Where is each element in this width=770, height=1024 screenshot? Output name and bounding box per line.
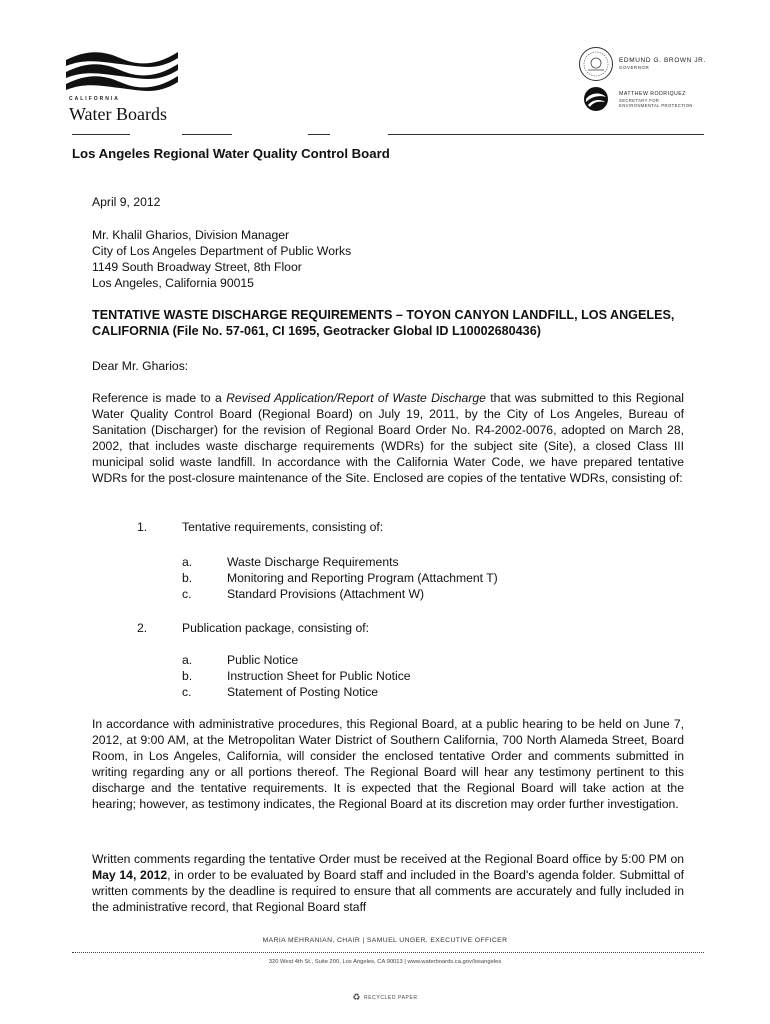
calepa-logo-icon [582,86,610,112]
sublist-letter: b. [182,571,193,585]
board-heading: Los Angeles Regional Water Quality Control Board [72,146,390,161]
footer-divider [72,952,704,953]
subject-line: TENTATIVE WASTE DISCHARGE REQUIREMENTS – TOYON CANYON LANDFILL, LOS ANGELES, CALIFORNIA (File No. 57-061, CI 1695, Geotracker Global ID L10002680436) [92,308,675,338]
recycled-paper-note [0,992,770,1003]
sublist-item: Public Notice [227,653,299,667]
sublist-item: Instruction Sheet for Public Notice [227,669,411,683]
list-item: Tentative requirements, consisting of: [182,520,384,534]
list-number: 2. [137,621,148,635]
footer-address: 320 West 4th St., Suite 200, Los Angeles, CA 90013 | www.waterboards.ca.gov/losangeles [268,959,502,965]
secretary-role-line-1: SECRETARY FOR [619,98,660,103]
governor-name: EDMUND G. BROWN JR. [619,57,706,64]
recipient-line: Los Angeles, California 90015 [92,276,254,290]
secretary-name: MATTHEW RODRIQUEZ [619,91,686,97]
sublist-letter: a. [182,653,193,667]
list-number: 1. [137,520,148,534]
salutation: Dear Mr. Gharios: [92,359,189,373]
sublist-letter: c. [182,587,192,601]
sublist-letter: b. [182,669,193,683]
wave-logo-icon [64,50,204,96]
sublist-letter: c. [182,685,192,699]
governor-role: GOVERNOR [619,65,650,70]
p3-deadline: May 14, 2012 [92,868,168,882]
recipient-address [92,227,351,291]
p1-after: that was submitted to this Regional Water Quality Control Board (Regional Board) on July 19, 2011, by the City of Los Angeles, Bureau of Sanitation (Discharger) for the revision of Regional Board Order No. R4-2002-0076, adopted on March 28, 2002, that includes waste discharge requirements (WDRs) for the subject site (Site), a closed Class III municipal solid waste landfill. In accordance with the California Water Code, we have prepared tentative WDRs for the post-closure maintenance of the Site. Enclosed are copies of the tentative WDRs, consisting of: [92,391,684,485]
paragraph-reference [92,390,684,486]
recycle-icon: ♻ [352,992,362,1002]
recipient-line: 1149 South Broadway Street, 8th Floor [92,260,302,274]
p3-before: Written comments regarding the tentative Order must be received at the Regional Board office by 5:00 PM on [92,852,684,866]
p1-report-title: Revised Application/Report of Waste Discharge [226,391,486,405]
letter-date: April 9, 2012 [92,195,161,209]
sublist-item: Statement of Posting Notice [227,685,379,699]
sublist-letter: a. [182,555,193,569]
sublist-item: Waste Discharge Requirements [227,555,399,569]
sublist-item: Monitoring and Reporting Program (Attachment T) [227,571,498,585]
paragraph-comments [92,851,684,915]
state-seal-icon [578,46,614,82]
recipient-line: City of Los Angeles Department of Public Works [92,244,352,258]
footer-officers: MARIA MEHRANIAN, CHAIR | SAMUEL UNGER, EXECUTIVE OFFICER [262,937,508,944]
agency-title: Water Boards [69,104,168,124]
state-caption: CALIFORNIA [69,96,120,102]
water-boards-logo [64,50,204,96]
recipient-line: Mr. Khalil Gharios, Division Manager [92,228,290,242]
header-divider [72,134,704,135]
list-item: Publication package, consisting of: [182,621,369,635]
paragraph-hearing: In accordance with administrative procedures, this Regional Board, at a public hearing to be held on June 7, 2012, at 9:00 AM, at the Metropolitan Water District of Southern California, 700 North Alameda Street, Board Room, in Los Angeles, California, will consider the enclosed tentative Order and comments submitted in writing regarding any or all portions thereof. The Regional Board will hear any testimony pertinent to this discharge and the tentative requirements. It is expected that the Regional Board will take action at the hearing; however, as testimony indicates, the Regional Board at its discretion may order further investigation. [92,717,684,811]
recycled-label: RECYCLED PAPER [364,994,418,1001]
p1-before: Reference is made to a [92,391,227,405]
p3-after: , in order to be evaluated by Board staff and included in the Board's agenda folder. Submittal of written comments by the deadline is required to ensure that all comments are accurately and fully included in the administrative record, that Regional Board staff [92,868,684,914]
officials-block [578,44,718,134]
secretary-role [619,98,693,109]
sublist-item: Standard Provisions (Attachment W) [227,587,425,601]
secretary-role-line-2: ENVIRONMENTAL PROTECTION [619,103,693,109]
